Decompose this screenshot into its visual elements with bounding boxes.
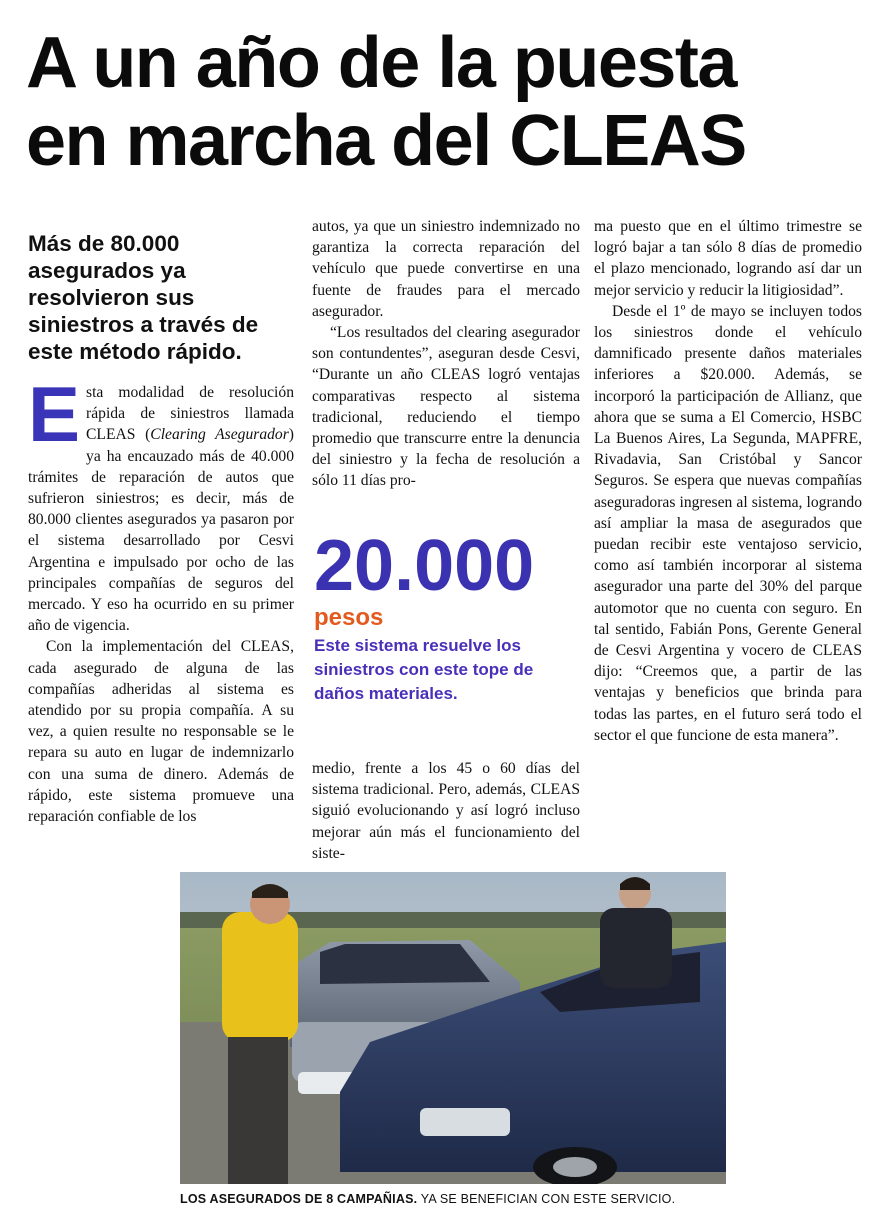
column-2-paragraph-1: autos, ya que un siniestro indemnizado no garantiza la correcta reparación del vehículo que puede convertirse en una fuente de fraudes para el mercado asegurador. [312, 218, 580, 320]
article-column-2-top [312, 216, 580, 492]
column-1-paragraph-2: Con la implementación del CLEAS, cada asegurado de alguna de las compañías adheridas al sistema es atendido por su propia compañía. A su vez, a quien resulte no responsable se le repara su auto en lugar de indemnizarlo con una suma de dinero. Además de rápido, este sistema promueve una reparación confiable de los [28, 638, 294, 826]
column-2-paragraph-2: “Los resultados del clearing asegurador son contundentes”, aseguran desde Cesvi, “Durante un año CLEAS logró ventajas comparativas respecto al sistema tradicional, reduciendo el tiempo promedio que transcurre entre la denuncia del siniestro y la fecha de resolución a sólo 11 días pro- [312, 324, 580, 490]
column-1-text-start: sta modalidad de resolución rápida de siniestros llamada CLEAS ( [86, 384, 294, 444]
deck-subheading: Más de 80.000 asegurados ya resolvieron sus siniestros a través de este método rápido. [28, 231, 259, 364]
caption-bold: LOS ASEGURADOS DE 8 CAMPAÑIAS. [180, 1192, 418, 1206]
headline-line-1: A un año de la puesta [26, 23, 736, 103]
headline [26, 24, 876, 180]
column-2-paragraph-3: medio, frente a los 45 o 60 días del sistema tradicional. Pero, además, CLEAS siguió evolucionando y así logró incluso mejorar aún más el funcionamiento del siste- [312, 760, 580, 862]
article-column-2-bottom [312, 758, 580, 864]
photo-illustration [180, 872, 726, 1184]
article-column-3 [594, 216, 862, 746]
column-3-paragraph-1: ma puesto que en el último trimestre se logró bajar a tan sólo 8 días de promedio el plazo mencionado, logrando así dar un mejor servicio y reducir la litigiosidad”. [594, 218, 862, 299]
column-1-paragraph-1 [28, 370, 294, 636]
caption-rest: YA SE BENEFICIAN CON ESTE SERVICIO. [417, 1192, 676, 1206]
callout-text: Este sistema resuelve los siniestros con este tope de daños materiales. [314, 636, 534, 703]
drop-cap: E [28, 370, 81, 458]
column-1-text-end: ) ya ha encauzado más de 40.000 trámites de reparación de autos que sufrieron siniestros; es decir, más de 80.000 clientes asegurados ya pasaron por el sistema desarrollado por Cesvi Argentina e impulsado por ocho de las principales compañías de seguros del mercado. Y eso ha ocurrido en su primer año de vigencia. [28, 426, 294, 635]
callout-unit: pesos [314, 604, 384, 631]
article-column-1 [28, 370, 294, 827]
pull-quote-callout [314, 526, 582, 706]
column-1-italic-term: Clearing Asegurador [150, 426, 289, 444]
callout-number: 20.000 [314, 526, 535, 606]
headline-line-2: en marcha del CLEAS [26, 101, 746, 181]
photo-caption [180, 1192, 740, 1206]
article-photo [180, 872, 726, 1184]
column-3-paragraph-2: Desde el 1º de mayo se incluyen todos los siniestros donde el vehículo damnificado presente daños materiales inferiores a $20.000. Además, se incorporó la participación de Allianz, que ahora que se suma a El Comercio, HSBC La Buenos Aires, La Segunda, MAPFRE, Rivadavia, San Cristóbal y Sancor Seguros. Se espera que nuevas compañías aseguradoras ingresen al sistema, logrando así ampliar la masa de asegurados que puedan recibir este ventajoso servicio, como así también incorporar al sistema asegurador una parte del 30% del parque automotor que no cuenta con seguro. En tal sentido, Fabián Pons, Gerente General de Cesvi Argentina y vocero de CLEAS dijo: “Creemos que, a partir de las ventajas y beneficios que brinda para todas las partes, en el futuro será todo el sector el que funcione de esta manera”. [594, 302, 862, 744]
